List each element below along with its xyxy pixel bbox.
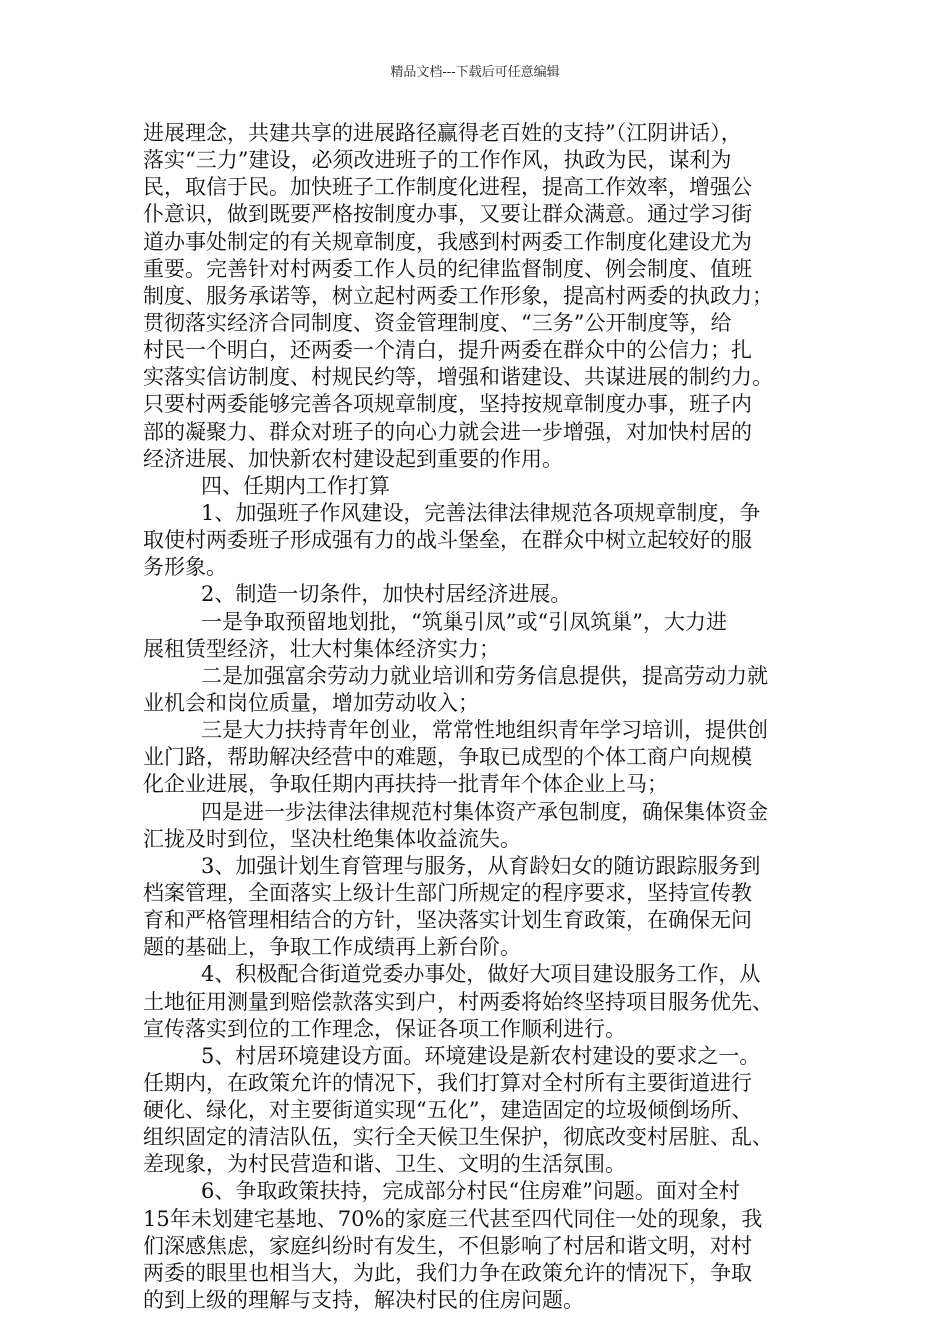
text-line: 两委的眼里也相当大，为此，我们力争在政策允许的情况下，争取 (143, 1260, 752, 1285)
text-line: 取使村两委班子形成强有力的战斗堡垒，在群众中树立起较好的服 (143, 528, 752, 553)
text-line: 经济进展、加快新农村建设起到重要的作用。 (143, 446, 563, 471)
paragraph-start-line: 二是加强富余劳动力就业培训和劳务信息提供，提高劳动力就 (201, 663, 768, 688)
paragraph-start-line: 四是进一步法律法律规范村集体资产承包制度，确保集体资金 (201, 799, 768, 824)
paragraph-start-line: 6、争取政策扶持，完成部分村民“住房难”问题。面对全村 (201, 1179, 740, 1204)
page-header: 精品文档---下载后可任意编辑 (390, 65, 560, 80)
text-line: 差现象，为村民营造和谐、卫生、文明的生活氛围。 (143, 1152, 626, 1177)
text-line: 宣传落实到位的工作理念，保证各项工作顺利进行。 (143, 1016, 626, 1041)
text-line: 落实“三力”建设，必须改进班子的工作作风，执政为民，谋利为 (143, 148, 732, 173)
text-line: 重要。完善针对村两委工作人员的纪律监督制度、例会制度、值班 (143, 256, 752, 281)
text-line: 题的基础上，争取工作成绩再上新台阶。 (143, 935, 521, 960)
text-line: 民，取信于民。加快班子工作制度化进程，提高工作效率，增强公 (143, 175, 752, 200)
text-line: 业机会和岗位质量，增加劳动收入； (143, 690, 479, 715)
text-line: 实落实信访制度、村规民约等，增强和谐建设、共谋进展的制约力。 (143, 365, 773, 390)
paragraph-start-line: 2、制造一切条件，加快村居经济进展。 (201, 582, 572, 607)
text-line: 进展理念，共建共享的进展路径赢得老百姓的支持”（江阴讲话）， (143, 121, 742, 145)
text-line: 只要村两委能够完善各项规章制度，坚持按规章制度办事，班子内 (143, 392, 752, 417)
text-line: 土地征用测量到赔偿款落实到户，村两委将始终坚持项目服务优先、 (143, 989, 773, 1014)
text-line: 部的凝聚力、群众对班子的向心力就会进一步增强，对加快村居的 (143, 419, 752, 444)
text-line: 汇拢及时到位，坚决杜绝集体收益流失。 (143, 826, 521, 851)
paragraph-start-line: 3、加强计划生育管理与服务，从育龄妇女的随访跟踪服务到 (201, 853, 761, 878)
text-line: 务形象。 (143, 555, 227, 580)
text-line: 的到上级的理解与支持，解决村民的住房问题。 (143, 1288, 584, 1313)
text-line: 硬化、绿化，对主要街道实现“五化”，建造固定的垃圾倾倒场所、 (143, 1098, 753, 1123)
text-line: 道办事处制定的有关规章制度，我感到村两委工作制度化建设尤为 (143, 229, 752, 254)
paragraph-start-line: 5、村居环境建设方面。环境建设是新农村建设的要求之一。 (201, 1043, 761, 1068)
paragraph-start-line: 4、积极配合街道党委办事处，做好大项目建设服务工作，从 (201, 962, 761, 987)
text-line: 档案管理，全面落实上级计生部门所规定的程序要求，坚持宣传教 (143, 880, 752, 905)
text-line: 们深感焦虑，家庭纠纷时有发生，不但影响了村居和谐文明，对村 (143, 1233, 752, 1258)
text-line: 化企业进展，争取任期内再扶持一批青年个体企业上马； (143, 772, 668, 797)
paragraph-start-line: 一是争取预留地划批，“筑巢引凤”或“引凤筑巢”，大力进 (201, 609, 727, 634)
document-body (143, 120, 810, 1314)
text-line: 贯彻落实经济合同制度、资金管理制度、“三务”公开制度等，给 (143, 310, 732, 335)
text-line: 任期内，在政策允许的情况下，我们打算对全村所有主要街道进行 (143, 1070, 752, 1095)
text-line: 育和严格管理相结合的方针，坚决落实计划生育政策，在确保无问 (143, 908, 752, 933)
paragraph-start-line: 三是大力扶持青年创业，常常性地组织青年学习培训，提供创 (201, 718, 768, 743)
text-line: 制度、服务承诺等，树立起村两委工作形象，提高村两委的执政力； (143, 283, 773, 308)
paragraph-start-line: 1、加强班子作风建设，完善法律法律规范各项规章制度，争 (201, 500, 761, 525)
text-line: 业门路，帮助解决经营中的难题，争取已成型的个体工商户向规模 (143, 745, 752, 770)
text-line: 组织固定的清洁队伍，实行全天候卫生保护，彻底改变村居脏、乱、 (143, 1125, 773, 1150)
text-line: 15年未划建宅基地、70%的家庭三代甚至四代同住一处的现象，我 (143, 1206, 763, 1231)
text-line: 展租赁型经济，壮大村集体经济实力； (143, 636, 500, 661)
text-line: 村民一个明白，还两委一个清白，提升两委在群众中的公信力；扎 (143, 338, 752, 363)
text-line: 仆意识，做到既要严格按制度办事，又要让群众满意。通过学习街 (143, 202, 752, 227)
paragraph-start-line: 四、任期内工作打算 (201, 473, 390, 498)
